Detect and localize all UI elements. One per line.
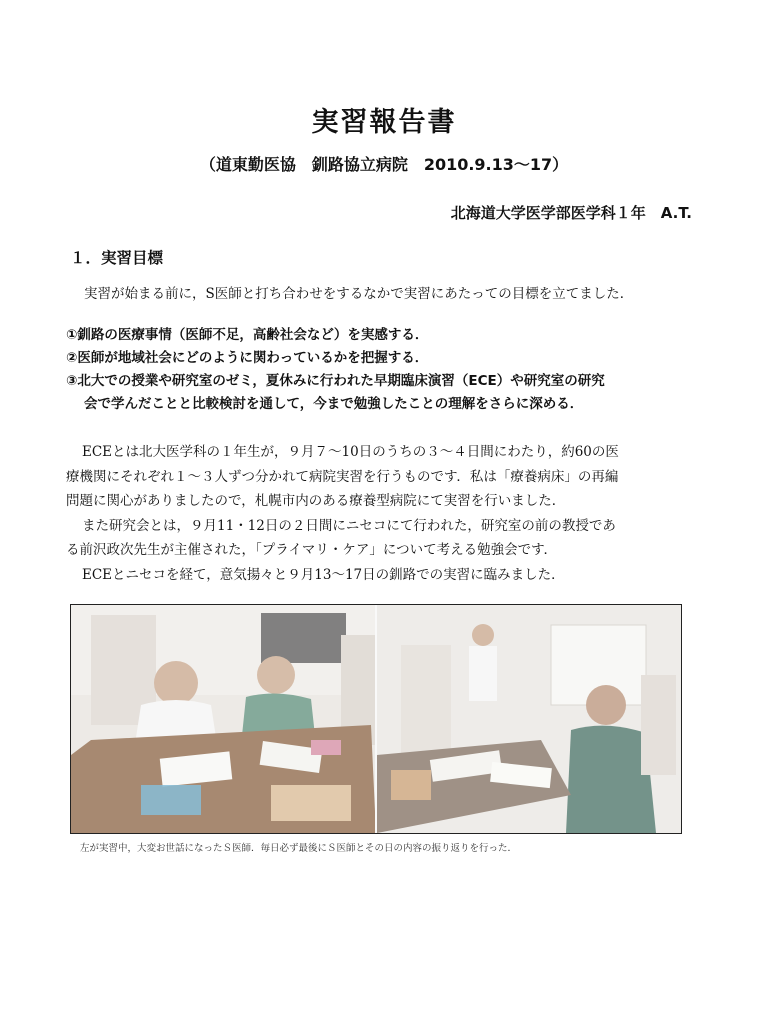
goal-item: ③北大での授業や研究室のゼミ，夏休みに行われた早期臨床演習（ECE）や研究室の研究 [66, 373, 605, 389]
body-paragraphs [66, 440, 716, 587]
photo-frame [70, 604, 682, 834]
document-title: 実習報告書 [311, 107, 457, 138]
paragraph-line: 問題に関心がありましたので，札幌市内のある療養型病院にて実習を行いました． [66, 493, 566, 509]
intro-paragraph: 実習が始まる前に，S医師と打ち合わせをするなかで実習にあたっての目標を立てました． [84, 286, 634, 302]
section-heading: １．実習目標 [70, 249, 164, 267]
paragraph-line: ECEとニセコを経て，意気揚々と９月13～17日の釧路での実習に臨みました． [82, 566, 565, 583]
goal-item: ①釧路の医療事情（医師不足，高齢社会など）を実感する． [66, 327, 429, 343]
paragraph-line: また研究会とは，９月11・12日の２日間にニセコにて行われた，研究室の前の教授であ [82, 517, 616, 534]
paragraph-line: る前沢政次先生が主催された，「プライマリ・ケア」について考える勉強会です． [66, 542, 557, 558]
photo-caption: 左が実習中，大変お世話になったＳ医師．毎日必ず最後にＳ医師とその日の内容の振り返りを行った． [80, 843, 518, 854]
goal-item-continuation: 会で学んだことと比較検討を通して，今まで勉強したことの理解をさらに深める． [84, 396, 584, 412]
paragraph-line: ECEとは北大医学科の１年生が，９月７～10日のうちの３～４日間にわたり，約60の医 [82, 444, 619, 460]
goals-list [66, 324, 716, 416]
goal-item: ②医師が地域社会にどのように関わっているかを把握する． [66, 350, 429, 366]
document-subtitle: （道東勤医協 釧路協立病院 2010.9.13～17） [199, 155, 569, 174]
paragraph-line: 療機関にそれぞれ１～３人ずつ分かれて病院実習を行うものです．私は「療養病床」の再編 [66, 468, 619, 485]
author-line: 北海道大学医学部医学科１年 A.T. [450, 204, 692, 222]
